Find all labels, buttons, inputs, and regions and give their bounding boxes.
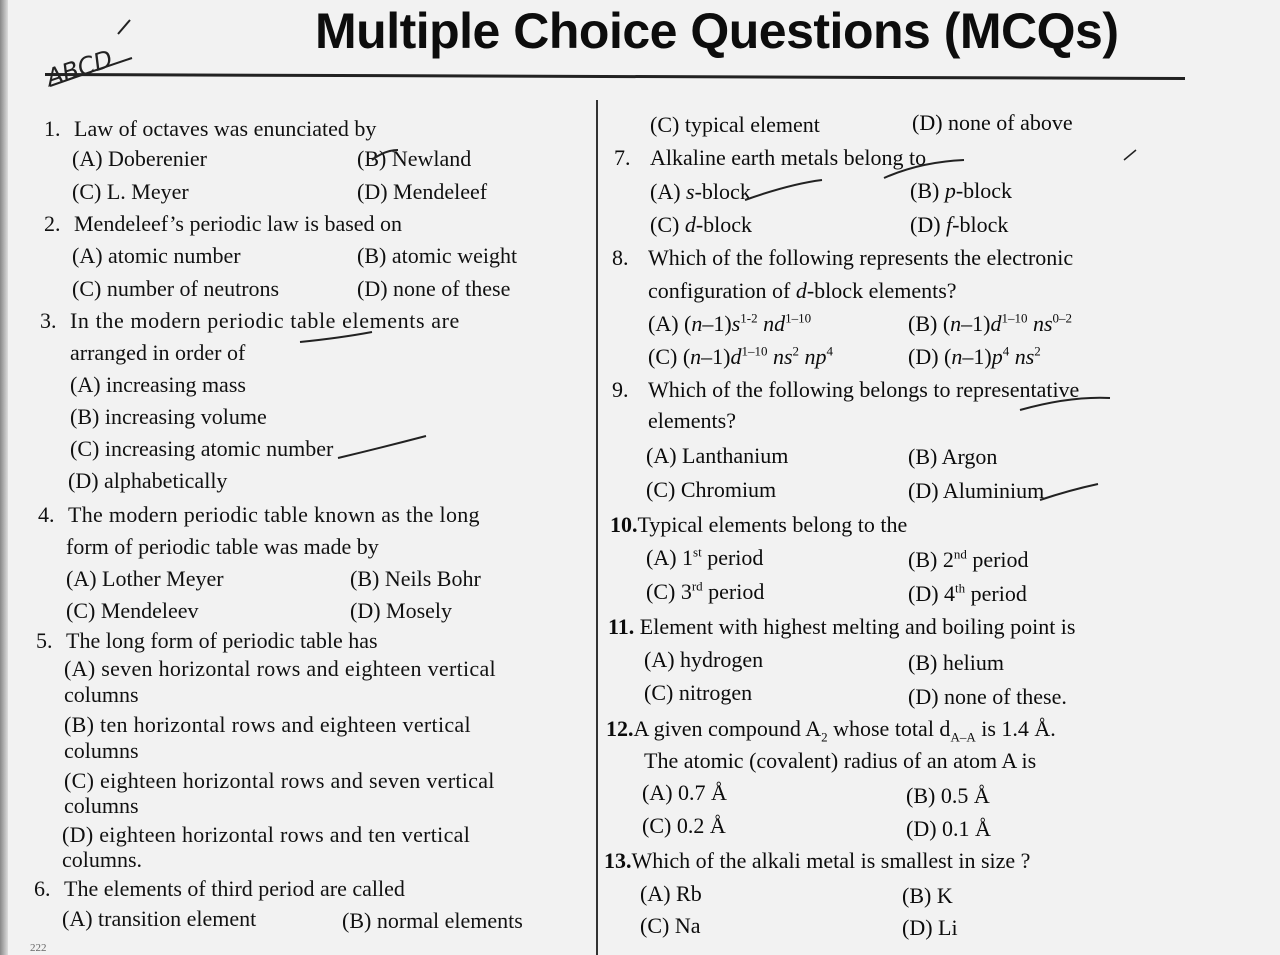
option-d: (D) Aluminium <box>908 478 1045 503</box>
handwritten-abcd-logo <box>40 14 150 94</box>
option-a: (A) Lanthanium <box>646 443 789 468</box>
option-d: (D) none of these <box>357 276 511 301</box>
option-c: (C) $(n-1)d^{1-10}$ $ns^2$ $np^4$ <box>648 343 834 369</box>
option-c-cont: columns <box>64 793 139 818</box>
option-italic: d <box>684 212 696 237</box>
option-b <box>908 547 1029 573</box>
ordinal-suffix: rd <box>691 578 703 594</box>
option-c: (C) eighteen horizontal rows and seven vertical <box>64 768 495 793</box>
option-c: (C) Mendeleev <box>66 598 199 623</box>
option-suffix: period <box>965 581 1027 606</box>
question-text: is 1.4 Å. <box>975 716 1056 741</box>
question-text: Which of the following represents the electronic <box>648 245 1074 270</box>
option-d: (D) none of these. <box>908 684 1067 709</box>
question-text-cont: elements? <box>648 408 736 433</box>
option-suffix: -block <box>952 212 1009 237</box>
option-label: (D) 4 <box>908 581 956 606</box>
title-underline <box>45 73 1185 80</box>
question-11 <box>608 614 1075 640</box>
option-c: (C) nitrogen <box>644 680 753 705</box>
option-d: (D) $(n-1)p^4$ $ns^2$ <box>908 343 1041 369</box>
option-c <box>650 212 752 238</box>
question-text: The long form of periodic table has <box>66 628 378 653</box>
option-label: (D) <box>910 212 947 237</box>
question-text-cont: form of periodic table was made by <box>66 534 379 559</box>
option-a: (A) Rb <box>640 881 702 906</box>
question-6 <box>34 876 405 902</box>
option-d: (D) Mendeleef <box>357 179 488 204</box>
question-12 <box>606 716 1056 745</box>
option-c: (C) increasing atomic number <box>70 436 334 461</box>
question-2 <box>44 211 402 237</box>
question-number: 2. <box>44 211 61 236</box>
option-a: (A) seven horizontal rows and eighteen vertical <box>64 656 496 681</box>
option-suffix: -block <box>694 179 751 204</box>
question-1 <box>44 116 376 142</box>
ordinal-suffix: nd <box>953 546 967 562</box>
question-7 <box>614 145 926 171</box>
question-text: The modern periodic table known as the long <box>68 502 480 527</box>
option-b: (B) Argon <box>908 444 998 469</box>
text-italic: d <box>795 278 807 303</box>
question-number: 12. <box>606 716 634 741</box>
question-text-cont <box>648 278 957 304</box>
option-b: (B) K <box>902 883 953 908</box>
option-a: (A) Lother Meyer <box>66 566 224 591</box>
option-c: (C) number of neutrons <box>72 276 280 301</box>
option-c: (C) Na <box>640 913 701 938</box>
option-c: (C) Chromium <box>646 477 777 502</box>
option-suffix: -block <box>955 178 1013 203</box>
question-text: Typical elements belong to the <box>637 512 908 537</box>
option-a <box>646 545 763 571</box>
question-text: Which of the following belongs to representative <box>648 377 1080 402</box>
option-c: (C) L. Meyer <box>72 179 189 204</box>
option-d: (D) none of above <box>912 110 1073 135</box>
question-13 <box>604 848 1030 874</box>
question-text-cont: The atomic (covalent) radius of an atom A is <box>644 748 1037 773</box>
option-a: (A) atomic number <box>72 243 241 268</box>
subscript: 2 <box>821 729 828 745</box>
page-title: Multiple Choice Questions (MCQs) <box>315 3 1119 59</box>
question-number: 6. <box>34 876 51 901</box>
question-text-cont: arranged in order of <box>70 340 246 365</box>
option-suffix: period <box>702 579 765 604</box>
option-italic: s <box>686 179 695 204</box>
question-8 <box>612 245 1073 271</box>
option-label: (C) <box>650 212 685 237</box>
option-label: (A) <box>650 179 687 204</box>
option-a-cont: columns <box>64 682 139 707</box>
text-part: -block elements? <box>806 278 957 303</box>
question-number: 5. <box>36 628 53 653</box>
option-d <box>910 212 1008 238</box>
question-number: 9. <box>612 377 629 402</box>
option-a: (A) 0.7 Å <box>642 780 727 805</box>
question-text: A given compound A <box>633 716 822 741</box>
option-label: (B) 2 <box>908 547 954 572</box>
option-b: (B) increasing volume <box>70 404 267 429</box>
option-a: (A) transition element <box>62 906 257 931</box>
question-4 <box>38 502 480 528</box>
option-d: (D) 0.1 Å <box>906 816 991 841</box>
option-a <box>650 179 751 205</box>
question-text: In the modern periodic table elements are <box>70 308 460 333</box>
option-italic: p <box>944 178 956 203</box>
page-shadow-edge <box>0 0 8 955</box>
text-part: configuration of <box>648 278 796 303</box>
option-label: (C) 3 <box>646 579 692 604</box>
question-text: Alkaline earth metals belong to <box>650 145 927 170</box>
question-text: Element with highest melting and boiling point is <box>639 614 1076 639</box>
option-b: (B) normal elements <box>342 908 523 933</box>
question-number: 11. <box>608 614 635 639</box>
question-number: 10. <box>610 512 638 537</box>
option-b: (B) 0.5 Å <box>906 783 990 808</box>
question-text: Which of the alkali metal is smallest in size ? <box>631 848 1031 873</box>
question-9 <box>612 377 1079 403</box>
option-d-cont: columns. <box>62 847 143 872</box>
question-5 <box>36 628 378 654</box>
question-number: 4. <box>38 502 55 527</box>
option-d: (D) Li <box>902 915 958 940</box>
question-text: Law of octaves was enunciated by <box>74 116 377 141</box>
question-3 <box>40 308 460 334</box>
option-d: (D) eighteen horizontal rows and ten vertical <box>62 822 471 847</box>
option-b-cont: columns <box>64 738 139 763</box>
option-c <box>646 579 764 605</box>
option-d: (D) Mosely <box>350 598 453 623</box>
option-b: (B) atomic weight <box>357 243 518 268</box>
page-number-fragment: 222 <box>30 942 47 954</box>
option-label: (A) 1 <box>646 545 694 570</box>
column-divider <box>596 100 598 955</box>
question-number: 7. <box>614 145 631 170</box>
option-d <box>908 581 1027 607</box>
option-c: (C) typical element <box>650 112 820 137</box>
option-suffix: -block <box>695 212 753 237</box>
ordinal-suffix: st <box>693 544 702 560</box>
option-suffix: period <box>966 547 1029 572</box>
option-b <box>910 178 1012 204</box>
option-b: (B) helium <box>908 650 1004 675</box>
option-b: (B) Newland <box>357 146 472 171</box>
option-a: (A) hydrogen <box>644 647 764 672</box>
option-b: (B) ten horizontal rows and eighteen vertical <box>64 712 471 737</box>
option-b: (B) $(n-1)d^{1-10}$ $ns^{0-2}$ <box>908 310 1073 336</box>
option-suffix: period <box>701 545 764 570</box>
option-d: (D) alphabetically <box>68 468 228 493</box>
question-text: whose total d <box>827 716 951 741</box>
option-c: (C) 0.2 Å <box>642 813 726 838</box>
subscript: A–A <box>950 729 976 745</box>
question-number: 8. <box>612 245 629 270</box>
option-italic: f <box>946 212 953 237</box>
option-a: (A) increasing mass <box>70 372 246 397</box>
option-a: (A) Doberenier <box>72 146 207 171</box>
option-label: (B) <box>910 178 945 203</box>
ordinal-suffix: th <box>955 580 966 596</box>
question-text: Mendeleef’s periodic law is based on <box>74 211 403 236</box>
question-number: 1. <box>44 116 61 141</box>
option-b: (B) Neils Bohr <box>350 566 481 591</box>
question-number: 3. <box>40 308 57 333</box>
svg-text:ABCD: ABCD <box>42 44 117 93</box>
option-a: (A) $(n-1)s^{1-2}$ $nd^{1-10}$ <box>648 310 812 336</box>
question-text: The elements of third period are called <box>64 876 405 901</box>
question-number: 13. <box>604 848 632 873</box>
question-10 <box>610 512 907 538</box>
